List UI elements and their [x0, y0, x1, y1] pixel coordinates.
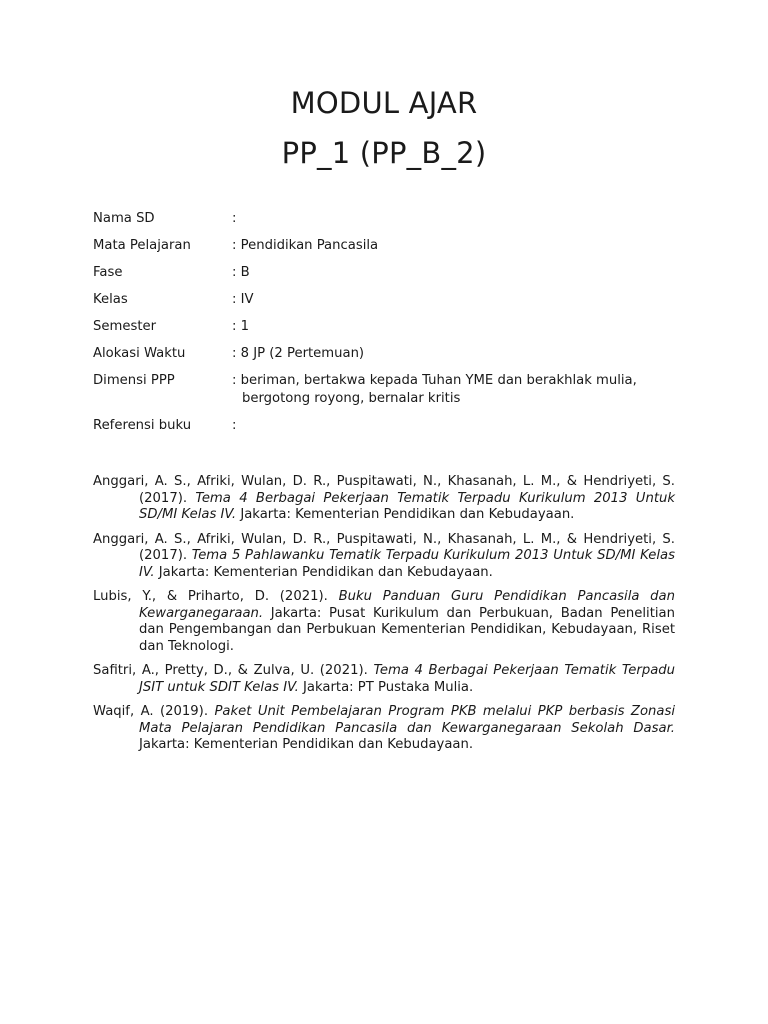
- info-label: Referensi buku: [93, 418, 192, 433]
- reference-publisher: Jakarta: Pusat Kurikulum dan Perbukuan, Badan Penelitian dan Pengembangan dan Perbukuan Kementerian Pendidikan, Kebudayaan, Riset dan Teknologi.: [139, 605, 675, 654]
- reference-authors: Anggari, A. S., Afriki, Wulan, D. R., Puspitawati, N., Khasanah, L. M., & Hendriyeti, S. (2017).: [93, 531, 675, 563]
- info-label: Nama SD: [93, 211, 155, 226]
- reference-publisher: Jakarta: PT Pustaka Mulia.: [298, 679, 474, 695]
- info-value-block: [232, 372, 693, 408]
- info-value: : Pendidikan Pancasila: [232, 238, 379, 253]
- info-row-nama-sd: [93, 210, 693, 228]
- reference-title: Buku Panduan Guru Pendidikan Pancasila dan Kewarganegaraan.: [139, 589, 675, 621]
- info-value: :: [232, 418, 237, 433]
- info-value: : B: [232, 265, 250, 280]
- info-label: Fase: [93, 265, 123, 280]
- info-row-referensi-buku: [93, 417, 693, 435]
- info-value: : 1: [232, 319, 250, 334]
- info-row-kelas: [93, 291, 693, 309]
- info-value: : 8 JP (2 Pertemuan): [232, 346, 365, 361]
- reference-title: Paket Unit Pembelajaran Program PKB melalui PKP berbasis Zonasi Mata Pelajaran Pendidikan Pancasila dan Kewarganegaraan Sekolah Dasar.: [139, 704, 675, 736]
- info-value-continued: bergotong royong, bernalar kritis: [242, 391, 461, 406]
- reference-list: [93, 474, 675, 762]
- reference-item: [93, 704, 675, 754]
- info-label: Alokasi Waktu: [93, 346, 186, 361]
- module-info: [93, 210, 693, 444]
- info-value: :: [232, 211, 237, 226]
- info-value: : IV: [232, 292, 254, 307]
- info-row-semester: [93, 318, 693, 336]
- reference-authors: Waqif, A. (2019).: [93, 704, 215, 719]
- reference-publisher: Jakarta: Kementerian Pendidikan dan Kebudayaan.: [236, 507, 575, 522]
- info-row-fase: [93, 264, 693, 282]
- document-subtitle: PP_1 (PP_B_2): [281, 136, 487, 170]
- reference-item: [93, 663, 675, 696]
- info-label: Semester: [93, 319, 157, 334]
- reference-publisher: Jakarta: Kementerian Pendidikan dan Kebudayaan.: [139, 737, 474, 752]
- reference-item: [93, 474, 675, 524]
- info-row-mata-pelajaran: [93, 237, 693, 255]
- info-label: Mata Pelajaran: [93, 238, 191, 253]
- reference-title: Tema 5 Pahlawanku Tematik Terpadu Kurikulum 2013 Untuk SD/MI Kelas IV.: [139, 548, 675, 580]
- reference-authors: Anggari, A. S., Afriki, Wulan, D. R., Puspitawati, N., Khasanah, L. M., & Hendriyeti, S. (2017).: [93, 474, 675, 506]
- reference-authors: Safitri, A., Pretty, D., & Zulva, U. (2021).: [93, 663, 374, 678]
- info-row-dimensi-ppp: [93, 372, 693, 408]
- reference-authors: Lubis, Y., & Priharto, D. (2021).: [93, 589, 339, 604]
- reference-title: Tema 4 Berbagai Pekerjaan Tematik Terpadu Kurikulum 2013 Untuk SD/MI Kelas IV.: [139, 490, 675, 522]
- reference-item: [93, 532, 675, 582]
- info-label: Kelas: [93, 292, 128, 307]
- reference-publisher: Jakarta: Kementerian Pendidikan dan Kebudayaan.: [154, 564, 493, 580]
- info-value: : beriman, bertakwa kepada Tuhan YME dan berakhlak mulia,: [232, 373, 637, 388]
- document-title: MODUL AJAR: [290, 86, 478, 120]
- reference-item: [93, 589, 675, 655]
- reference-title: Tema 4 Berbagai Pekerjaan Tematik Terpadu JSIT untuk SDIT Kelas IV.: [139, 663, 676, 695]
- info-label: Dimensi PPP: [93, 373, 175, 388]
- info-row-alokasi-waktu: [93, 345, 693, 363]
